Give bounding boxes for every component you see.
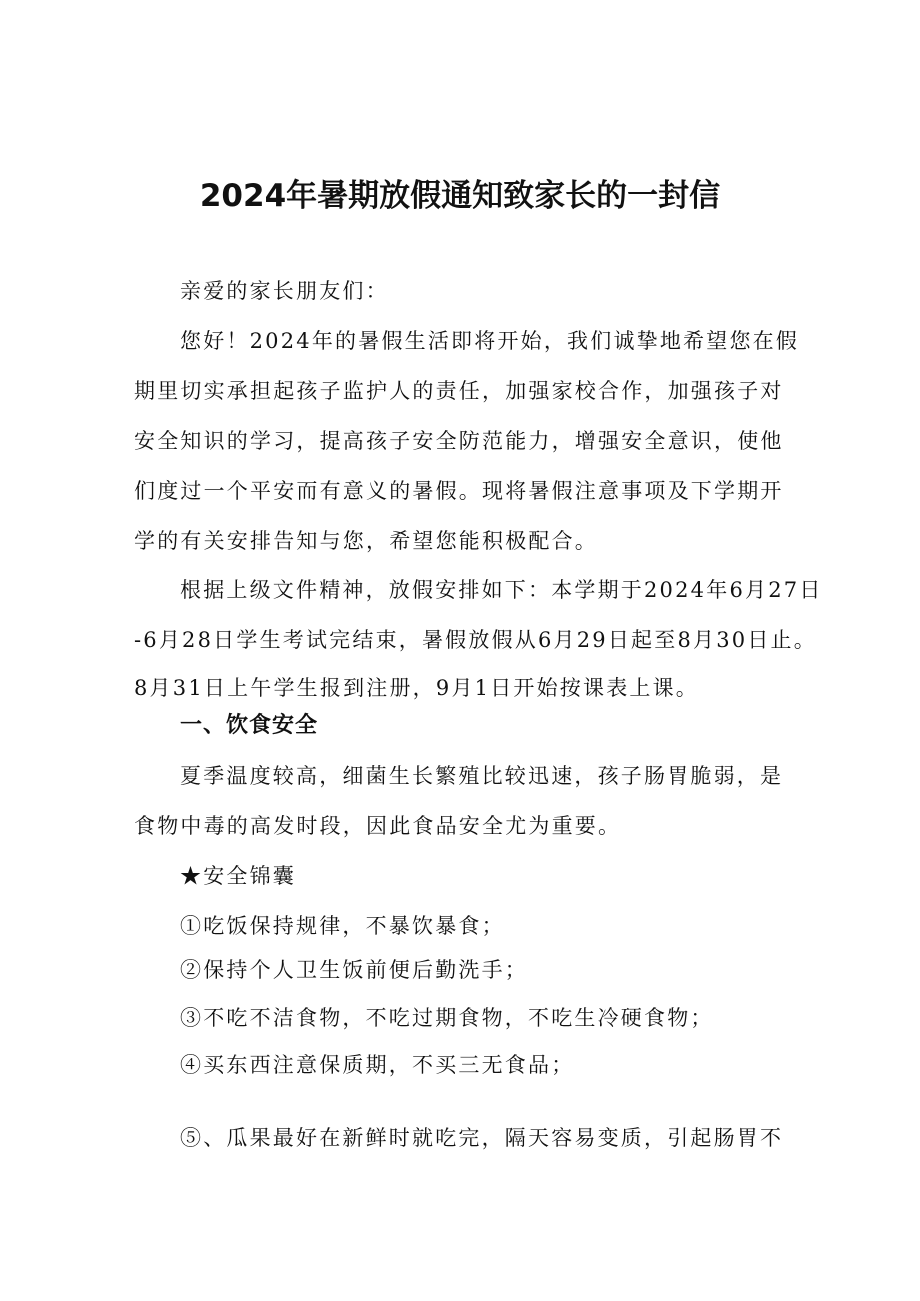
document-title: 2024年暑期放假通知致家长的一封信 [199,178,721,214]
salutation: 亲爱的家长朋友们： [180,279,389,303]
paragraph1-line-5: 学的有关安排告知与您，希望您能积极配合。 [134,529,598,553]
paragraph2-line-1: 根据上级文件精神，放假安排如下：本学期于2024年6月27日 [180,578,823,602]
tip-item-3: ③不吃不洁食物，不吃过期食物，不吃生冷硬食物； [180,1006,714,1030]
tip-item-1: ①吃饭保持规律，不暴饮暴食； [180,914,505,938]
paragraph2-line-2: -6月28日学生考试完结束，暑假放假从6月29日起至8月30日止。 [134,628,817,652]
tip-item-4: ④买东西注意保质期，不买三无食品； [180,1053,575,1077]
section1-heading: 一、饮食安全 [180,713,319,738]
tip-item-5: ⑤、瓜果最好在新鲜时就吃完，隔天容易变质，引起肠胃不 [180,1126,784,1150]
paragraph1-line-3: 安全知识的学习，提高孩子安全防范能力，增强安全意识，使他 [134,429,784,453]
paragraph2-line-3: 8月31日上午学生报到注册，9月1日开始按课表上课。 [134,676,700,700]
section1-paragraph-line-2: 食物中毒的高发时段，因此食品安全尤为重要。 [134,814,622,838]
paragraph1-line-2: 期里切实承担起孩子监护人的责任，加强家校合作，加强孩子对 [134,379,784,403]
section1-paragraph-line-1: 夏季温度较高，细菌生长繁殖比较迅速，孩子肠胃脆弱，是 [180,764,784,788]
tip-item-2: ②保持个人卫生饭前便后勤洗手； [180,958,528,982]
paragraph1-line-4: 们度过一个平安而有意义的暑假。现将暑假注意事项及下学期开 [134,479,784,503]
tips-label: ★安全锦囊 [180,864,296,888]
paragraph1-line-1: 您好！2024年的暑假生活即将开始，我们诚挚地希望您在假 [180,329,800,353]
